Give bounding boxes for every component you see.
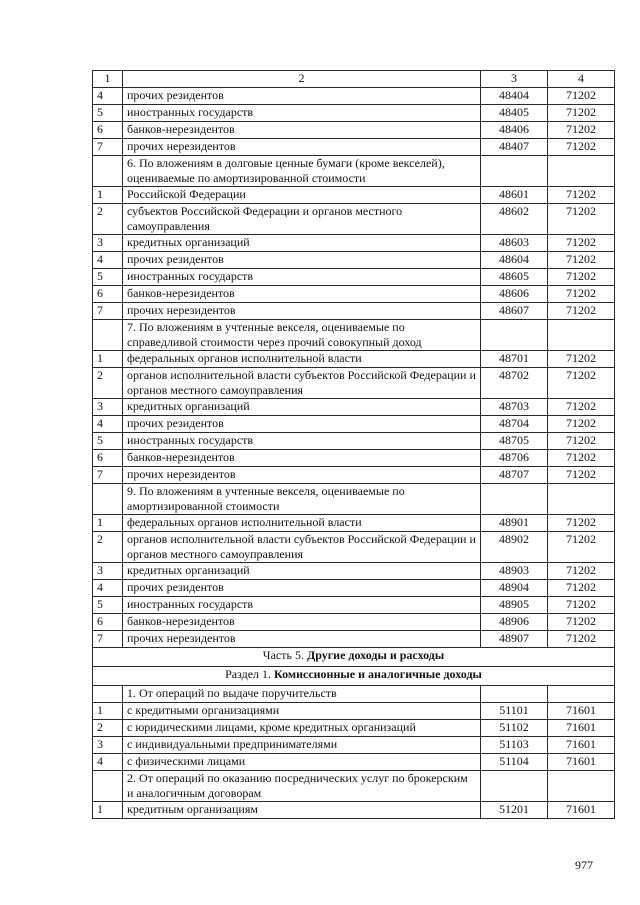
account-code: 48406 (481, 122, 548, 139)
account-code: 48904 (481, 580, 548, 597)
row-number: 3 (93, 737, 123, 754)
row-description: субъектов Российской Федерации и органов местного самоуправления (123, 204, 481, 235)
row-number: 4 (93, 416, 123, 433)
header-col-1: 1 (93, 71, 123, 88)
account-code (481, 771, 548, 802)
row-number (93, 686, 123, 703)
account-code: 48603 (481, 235, 548, 252)
row-number: 5 (93, 433, 123, 450)
row-description: прочих нерезидентов (123, 631, 481, 648)
account-code: 48601 (481, 187, 548, 204)
table-row (93, 450, 615, 467)
account-code: 48701 (481, 351, 548, 368)
row-description: иностранных государств (123, 433, 481, 450)
account-code (481, 686, 548, 703)
group-heading-row (93, 156, 615, 187)
row-number (93, 156, 123, 187)
account-code: 51101 (481, 703, 548, 720)
table-row (93, 703, 615, 720)
row-description: кредитных организаций (123, 399, 481, 416)
table-row (93, 139, 615, 156)
account-code: 48906 (481, 614, 548, 631)
section-heading-prefix: Часть 5. (262, 648, 307, 662)
row-description: с индивидуальными предпринимателями (123, 737, 481, 754)
row-number: 3 (93, 563, 123, 580)
symbol-code: 71202 (548, 139, 615, 156)
page-number: 977 (575, 858, 593, 872)
table-row (93, 631, 615, 648)
account-code: 48702 (481, 368, 548, 399)
row-number: 1 (93, 515, 123, 532)
row-description: кредитных организаций (123, 563, 481, 580)
table-row (93, 580, 615, 597)
row-number: 1 (93, 802, 123, 819)
row-description: 1. От операций по выдаче поручительств (123, 686, 481, 703)
symbol-code: 71601 (548, 703, 615, 720)
table-row (93, 416, 615, 433)
row-description: 2. От операций по оказанию посреднических услуг по брокерским и аналогичным договорам (123, 771, 481, 802)
symbol-code: 71202 (548, 631, 615, 648)
row-description: с кредитными организациями (123, 703, 481, 720)
account-code: 48405 (481, 105, 548, 122)
symbol-code: 71601 (548, 754, 615, 771)
table-row (93, 433, 615, 450)
symbol-code: 71202 (548, 532, 615, 563)
symbol-code: 71202 (548, 122, 615, 139)
row-description: органов исполнительной власти субъектов Российской Федерации и органов местного самоуправления (123, 532, 481, 563)
header-col-3: 3 (481, 71, 548, 88)
row-number: 7 (93, 139, 123, 156)
row-description: прочих резидентов (123, 580, 481, 597)
symbol-code (548, 771, 615, 802)
symbol-code: 71202 (548, 515, 615, 532)
symbol-code: 71202 (548, 204, 615, 235)
account-code: 48905 (481, 597, 548, 614)
symbol-code: 71202 (548, 303, 615, 320)
group-heading-row (93, 484, 615, 515)
symbol-code: 71601 (548, 720, 615, 737)
row-number: 2 (93, 204, 123, 235)
row-description: прочих резидентов (123, 252, 481, 269)
row-number: 5 (93, 269, 123, 286)
account-code: 48902 (481, 532, 548, 563)
row-description: 9. По вложениям в учтенные векселя, оцениваемые по амортизированной стоимости (123, 484, 481, 515)
row-description: федеральных органов исполнительной власти (123, 351, 481, 368)
row-description: федеральных органов исполнительной власти (123, 515, 481, 532)
account-code: 48901 (481, 515, 548, 532)
table-row (93, 303, 615, 320)
account-code: 48604 (481, 252, 548, 269)
table-row (93, 122, 615, 139)
account-code: 48705 (481, 433, 548, 450)
row-description: Российской Федерации (123, 187, 481, 204)
account-code: 48907 (481, 631, 548, 648)
table-row (93, 720, 615, 737)
row-number: 1 (93, 351, 123, 368)
symbol-code: 71202 (548, 105, 615, 122)
row-number: 4 (93, 88, 123, 105)
row-description: прочих резидентов (123, 416, 481, 433)
symbol-code: 71202 (548, 351, 615, 368)
row-description: прочих резидентов (123, 88, 481, 105)
header-row (93, 71, 615, 88)
row-description: органов исполнительной власти субъектов Российской Федерации и органов местного самоуправления (123, 368, 481, 399)
section-heading-title: Комиссионные и аналогичные доходы (274, 667, 482, 681)
row-number: 2 (93, 368, 123, 399)
row-number (93, 484, 123, 515)
account-code: 48703 (481, 399, 548, 416)
account-code: 48707 (481, 467, 548, 484)
symbol-code: 71202 (548, 416, 615, 433)
symbol-code: 71202 (548, 269, 615, 286)
table-row (93, 252, 615, 269)
table-row (93, 351, 615, 368)
symbol-code: 71202 (548, 580, 615, 597)
row-number: 3 (93, 399, 123, 416)
section-heading-prefix: Раздел 1. (225, 667, 275, 681)
symbol-code (548, 484, 615, 515)
table-row (93, 802, 615, 819)
row-number (93, 771, 123, 802)
table-row (93, 88, 615, 105)
table-row (93, 187, 615, 204)
table-row (93, 235, 615, 252)
symbol-code (548, 320, 615, 351)
account-code: 48605 (481, 269, 548, 286)
row-description: банков-нерезидентов (123, 614, 481, 631)
row-description: прочих нерезидентов (123, 139, 481, 156)
row-description: банков-нерезидентов (123, 122, 481, 139)
table-row (93, 368, 615, 399)
account-code: 48407 (481, 139, 548, 156)
account-code (481, 156, 548, 187)
account-code: 48704 (481, 416, 548, 433)
section-heading (93, 667, 615, 686)
symbol-code: 71202 (548, 88, 615, 105)
symbol-code: 71202 (548, 450, 615, 467)
account-code: 48706 (481, 450, 548, 467)
symbol-code (548, 686, 615, 703)
symbol-code: 71202 (548, 286, 615, 303)
account-code: 48602 (481, 204, 548, 235)
table-row (93, 515, 615, 532)
row-description: иностранных государств (123, 105, 481, 122)
table-row (93, 737, 615, 754)
symbol-code: 71202 (548, 368, 615, 399)
row-description: банков-нерезидентов (123, 286, 481, 303)
symbol-code: 71202 (548, 252, 615, 269)
row-description: иностранных государств (123, 269, 481, 286)
row-description: иностранных государств (123, 597, 481, 614)
row-description: кредитных организаций (123, 235, 481, 252)
section-heading (93, 648, 615, 667)
account-code: 51103 (481, 737, 548, 754)
row-description: прочих нерезидентов (123, 303, 481, 320)
group-heading-row (93, 686, 615, 703)
row-number: 6 (93, 450, 123, 467)
row-number: 3 (93, 235, 123, 252)
row-number: 7 (93, 467, 123, 484)
table-row (93, 105, 615, 122)
section-heading-row (93, 667, 615, 686)
symbol-code: 71202 (548, 614, 615, 631)
account-code: 48606 (481, 286, 548, 303)
row-number: 7 (93, 303, 123, 320)
row-number: 5 (93, 105, 123, 122)
row-number: 7 (93, 631, 123, 648)
group-heading-row (93, 771, 615, 802)
row-description: прочих нерезидентов (123, 467, 481, 484)
row-description: кредитным организациям (123, 802, 481, 819)
symbol-code: 71202 (548, 187, 615, 204)
symbol-code: 71601 (548, 737, 615, 754)
table-row (93, 754, 615, 771)
row-description: 7. По вложениям в учтенные векселя, оцениваемые по справедливой стоимости через прочий совокупный доход (123, 320, 481, 351)
symbol-code: 71202 (548, 467, 615, 484)
row-description: банков-нерезидентов (123, 450, 481, 467)
row-number: 4 (93, 252, 123, 269)
account-code: 48607 (481, 303, 548, 320)
account-code: 51102 (481, 720, 548, 737)
table-row (93, 563, 615, 580)
header-col-4: 4 (548, 71, 615, 88)
table-row (93, 269, 615, 286)
row-description: с физическими лицами (123, 754, 481, 771)
symbol-code: 71202 (548, 235, 615, 252)
section-heading-title: Другие доходы и расходы (306, 648, 445, 662)
row-number: 2 (93, 720, 123, 737)
symbol-code: 71202 (548, 597, 615, 614)
account-code: 51201 (481, 802, 548, 819)
row-description: с юридическими лицами, кроме кредитных организаций (123, 720, 481, 737)
account-code (481, 484, 548, 515)
symbol-code: 71202 (548, 433, 615, 450)
row-number: 1 (93, 187, 123, 204)
header-col-2: 2 (123, 71, 481, 88)
row-number: 2 (93, 532, 123, 563)
symbol-code: 71202 (548, 563, 615, 580)
table-row (93, 614, 615, 631)
section-heading-row (93, 648, 615, 667)
account-code (481, 320, 548, 351)
table-row (93, 399, 615, 416)
table-row (93, 204, 615, 235)
row-number: 4 (93, 754, 123, 771)
group-heading-row (93, 320, 615, 351)
table-row (93, 467, 615, 484)
symbol-code: 71601 (548, 802, 615, 819)
account-table (92, 70, 615, 819)
table-row (93, 597, 615, 614)
symbol-code: 71202 (548, 399, 615, 416)
row-description: 6. По вложениям в долговые ценные бумаги (кроме векселей), оцениваемые по амортизированной стоимости (123, 156, 481, 187)
table-row (93, 532, 615, 563)
table-row (93, 286, 615, 303)
symbol-code (548, 156, 615, 187)
account-code: 51104 (481, 754, 548, 771)
row-number: 1 (93, 703, 123, 720)
row-number: 4 (93, 580, 123, 597)
row-number: 6 (93, 122, 123, 139)
row-number: 6 (93, 286, 123, 303)
account-code: 48903 (481, 563, 548, 580)
account-code: 48404 (481, 88, 548, 105)
row-number: 5 (93, 597, 123, 614)
row-number: 6 (93, 614, 123, 631)
row-number (93, 320, 123, 351)
